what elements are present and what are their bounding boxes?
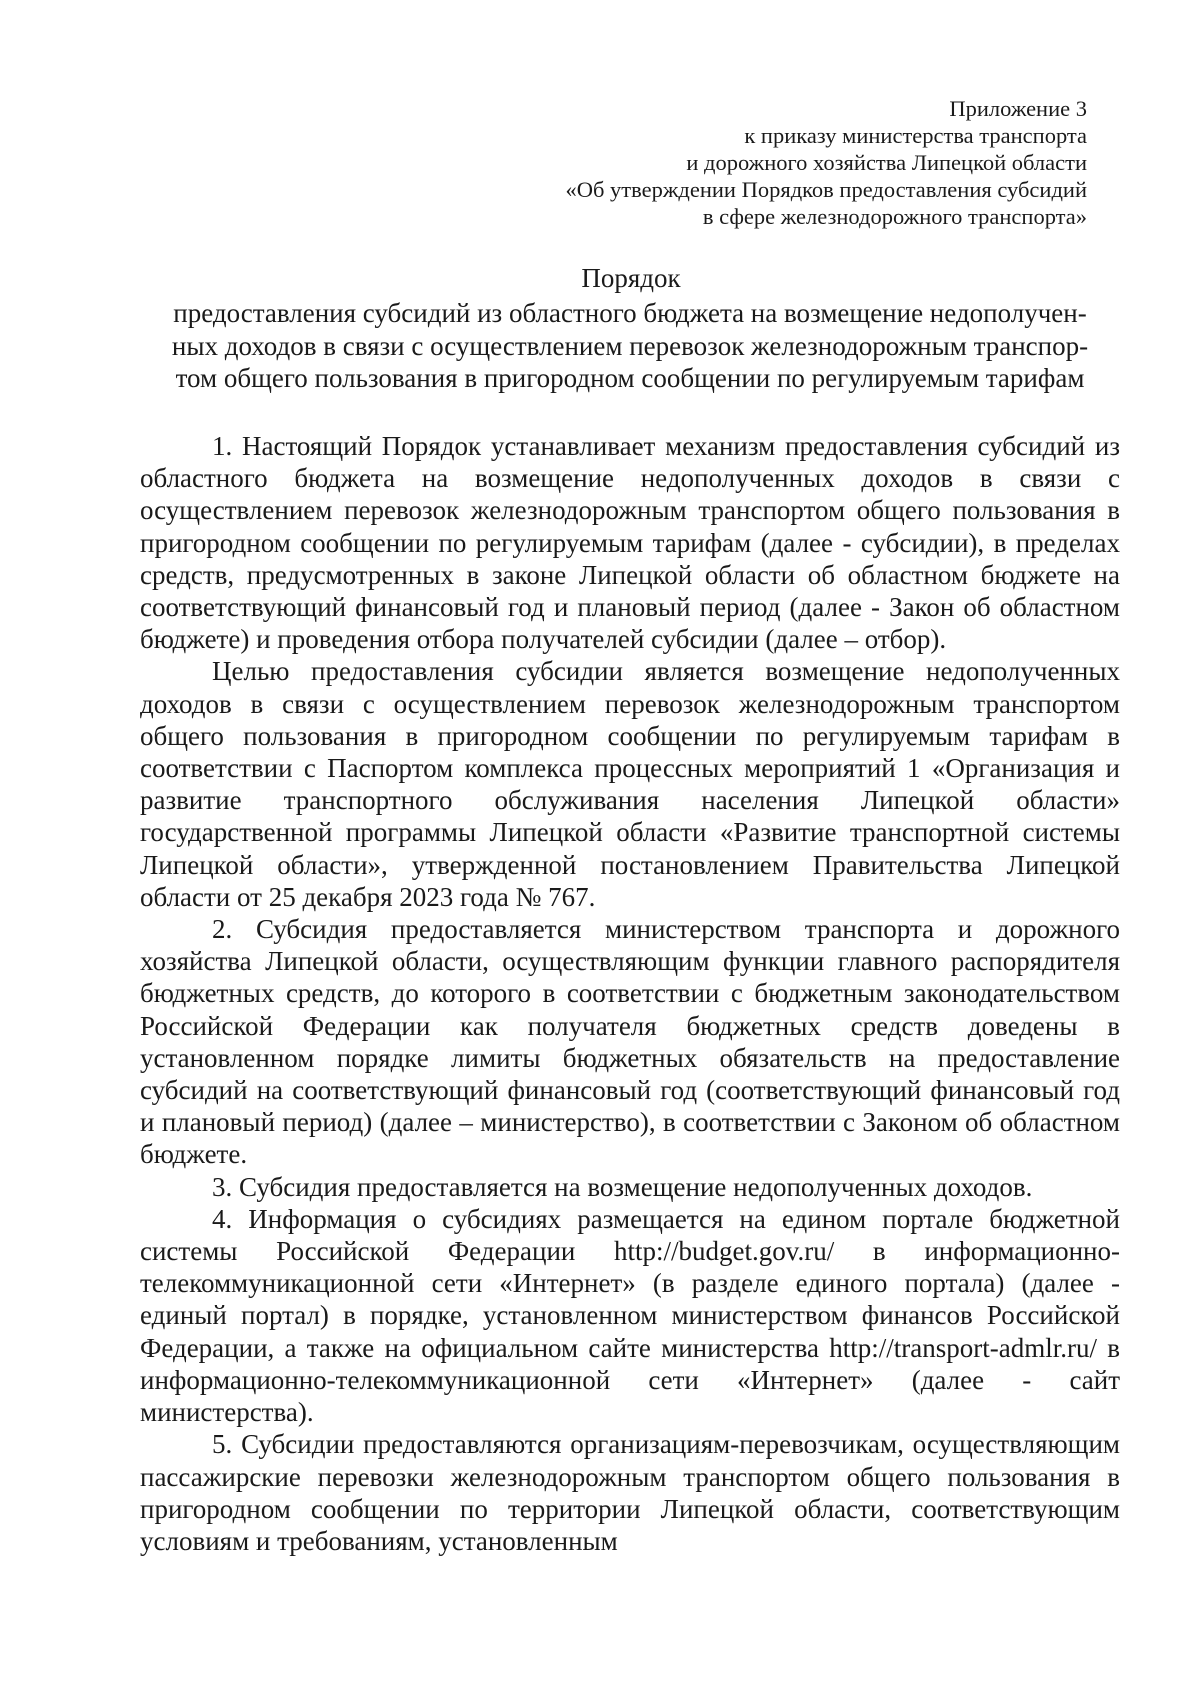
paragraph: 1. Настоящий Порядок устанавливает механизм предоставления субсидий из областного бюджета на возмещение недополученных доходов в связи с осуществлением перевозок железнодорожным транспортом общего пользования в пригородном сообщении по регулируемым тарифам (далее - субсидии), в пределах средств, предусмотренных в законе Липецкой области об областном бюджете на соответствующий финансовый год и плановый период (далее - Закон об областном бюджете) и проведения отбора получателей субсидии (далее – отбор). (140, 431, 1120, 655)
subtitle-line: предоставления субсидий из областного бюджета на возмещение недополучен- (173, 298, 1087, 328)
document-body (140, 430, 1120, 1557)
document-subtitle (140, 297, 1120, 395)
appendix-line: «Об утверждении Порядков предоставления субсидий (565, 177, 1087, 202)
paragraph: 2. Субсидия предоставляется министерством транспорта и дорожного хозяйства Липецкой области, осуществляющим функции главного распорядителя бюджетных средств, до которого в соответствии с бюджетным законодательством Российской Федерации как получателя бюджетных средств доведены в установленном порядке лимиты бюджетных обязательств на предоставление субсидий на соответствующий финансовый год (соответствующий финансовый год и плановый период) (далее – министерство), в соответствии с Законом об областном бюджете. (140, 914, 1120, 1170)
document-title: Порядок (581, 263, 681, 293)
paragraph: 4. Информация о субсидиях размещается на едином портале бюджетной системы Российской Федерации http://budget.gov.ru/ в информационно-телекоммуникационной сети «Интернет» (в разделе единого портала) (далее - единый портал) в порядке, установленном министерством финансов Российской Федерации, а также на официальном сайте министерства http://transport-admlr.ru/ в информационно-телекоммуникационной сети «Интернет» (далее - сайт министерства). (140, 1203, 1120, 1428)
appendix-header (387, 95, 1087, 230)
appendix-line: Приложение 3 (949, 96, 1087, 121)
paragraph: 3. Субсидия предоставляется на возмещение недополученных доходов. (212, 1171, 1033, 1202)
appendix-line: к приказу министерства транспорта (744, 123, 1087, 148)
appendix-line: в сфере железнодорожного транспорта» (702, 204, 1087, 229)
appendix-line: и дорожного хозяйства Липецкой области (686, 150, 1087, 175)
subtitle-line: том общего пользования в пригородном сообщении по регулируемым тарифам (175, 363, 1085, 393)
paragraph: Целью предоставления субсидии является возмещение недополученных доходов в связи с осуществлением перевозок железнодорожным транспортом общего пользования в пригородном сообщении по регулируемым тарифам в соответствии с Паспортом комплекса процессных мероприятий 1 «Организация и развитие транспортного обслуживания населения Липецкой области» государственной программы Липецкой области «Развитие транспортной системы Липецкой области», утвержденной постановлением Правительства Липецкой области от 25 декабря 2023 года № 767. (140, 656, 1120, 912)
subtitle-line: ных доходов в связи с осуществлением перевозок железнодорожным транспор- (171, 330, 1089, 361)
paragraph: 5. Субсидии предоставляются организациям-перевозчикам, осуществляющим пассажирские перевозки железнодорожным транспортом общего пользования в пригородном сообщении по территории Липецкой области, соответствующим условиям и требованиям, установленным (140, 1429, 1120, 1556)
